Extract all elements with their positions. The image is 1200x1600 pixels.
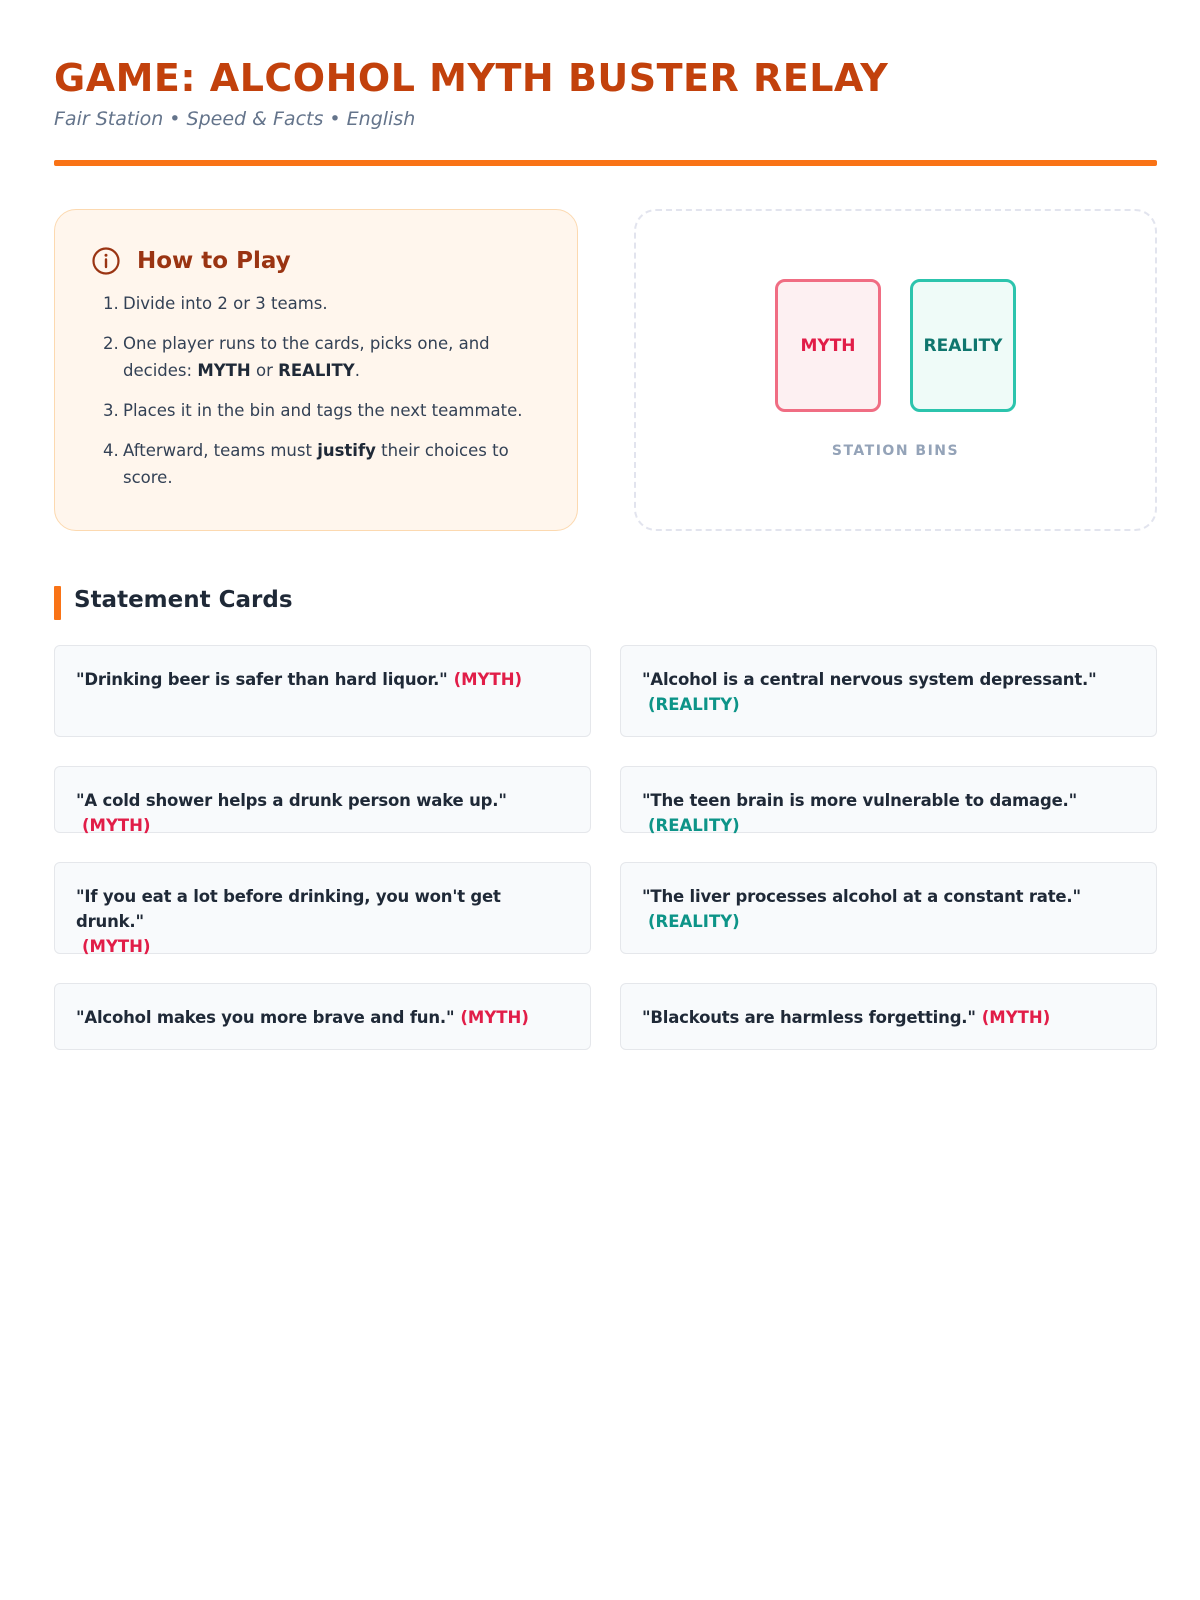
how-to-play-header — [91, 246, 291, 276]
reality-bin: REALITY — [910, 279, 1016, 412]
statement-tag: (REALITY) — [648, 695, 740, 714]
statement-text: "If you eat a lot before drinking, you won't get drunk." — [76, 887, 501, 931]
statement-tag: (REALITY) — [648, 912, 740, 931]
statement-card — [54, 862, 591, 954]
statement-card — [620, 645, 1157, 737]
myth-bin: MYTH — [775, 279, 881, 412]
statement-text: "A cold shower helps a drunk person wake up." — [76, 791, 507, 810]
statement-tag: (MYTH) — [981, 1008, 1051, 1027]
statement-card — [54, 766, 591, 833]
statement-text: "Alcohol makes you more brave and fun." — [76, 1008, 455, 1027]
statement-card — [620, 983, 1157, 1050]
statement-text: "The teen brain is more vulnerable to damage." — [642, 791, 1078, 810]
station-bins-caption: STATION BINS — [831, 443, 960, 459]
statement-tag: (REALITY) — [648, 816, 740, 835]
info-icon — [91, 246, 121, 276]
page-title: GAME: ALCOHOL MYTH BUSTER RELAY — [54, 56, 889, 100]
step-item: 3. Places it in the bin and tags the next teammate. — [103, 401, 523, 420]
statement-tag: (MYTH) — [460, 1008, 529, 1027]
statement-text: "Blackouts are harmless forgetting." — [642, 1008, 976, 1027]
how-to-play-panel — [54, 209, 578, 531]
how-to-play-title: How to Play — [137, 248, 291, 274]
station-bins-panel — [634, 209, 1157, 531]
page-subtitle: Fair Station • Speed & Facts • English — [54, 108, 416, 130]
statement-tag: (MYTH) — [82, 937, 151, 956]
statement-tag: (MYTH) — [82, 816, 151, 835]
statement-text: "Drinking beer is safer than hard liquor." — [76, 670, 448, 689]
header-divider — [54, 160, 1157, 166]
statement-text: "Alcohol is a central nervous system depressant." — [642, 670, 1097, 689]
statement-card — [54, 645, 591, 737]
step-item: 2. One player runs to the cards, picks one, and decides: MYTH or REALITY. — [103, 334, 490, 380]
statement-tag: (MYTH) — [453, 670, 523, 689]
section-accent-bar — [54, 586, 61, 620]
step-item: 4. Afterward, teams must justify their choices to score. — [103, 441, 509, 487]
statement-card — [620, 862, 1157, 954]
statement-card — [620, 766, 1157, 833]
step-item: 1. Divide into 2 or 3 teams. — [103, 294, 328, 313]
how-to-play-steps — [103, 290, 523, 504]
statement-text: "The liver processes alcohol at a constant rate." — [642, 887, 1081, 906]
statement-cards-title: Statement Cards — [74, 587, 293, 613]
statement-card — [54, 983, 591, 1050]
